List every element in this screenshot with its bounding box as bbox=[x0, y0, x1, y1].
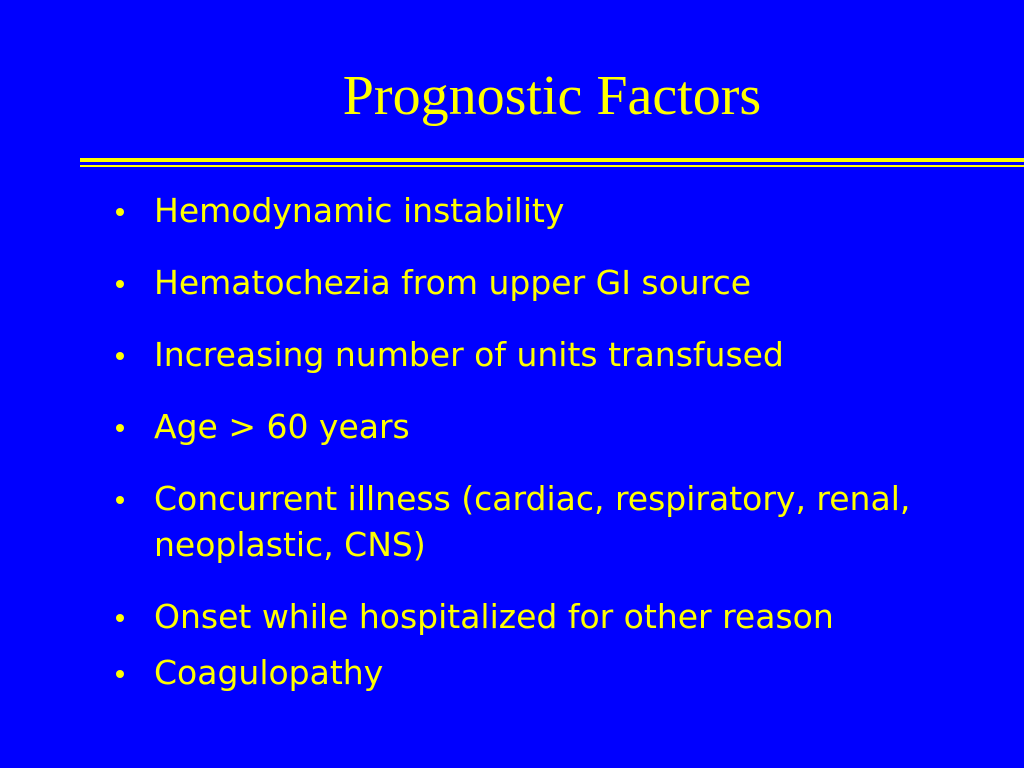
bullet-list bbox=[110, 188, 1010, 722]
bullet-text: Hematochezia from upper GI source bbox=[154, 263, 752, 302]
bullet-text: Age > 60 years bbox=[154, 407, 410, 446]
bullet-dot-icon bbox=[116, 670, 124, 678]
bullet-dot-icon bbox=[116, 614, 124, 622]
bullet-dot-icon bbox=[116, 424, 124, 432]
bullet-text: Hemodynamic instability bbox=[154, 191, 565, 230]
bullet-text: Coagulopathy bbox=[154, 653, 384, 692]
bullet-item bbox=[110, 594, 1010, 640]
bullet-item bbox=[110, 476, 1010, 568]
bullet-item bbox=[110, 650, 1010, 696]
bullet-item bbox=[110, 332, 1010, 378]
bullet-dot-icon bbox=[116, 208, 124, 216]
title-divider-thick bbox=[80, 158, 1024, 162]
bullet-item bbox=[110, 188, 1010, 234]
bullet-dot-icon bbox=[116, 496, 124, 504]
bullet-text: Concurrent illness (cardiac, respiratory, renal, neoplastic, CNS) bbox=[154, 479, 911, 564]
slide-title: Prognostic Factors bbox=[342, 65, 762, 127]
bullet-item bbox=[110, 260, 1010, 306]
bullet-text: Increasing number of units transfused bbox=[154, 335, 784, 374]
bullet-text: Onset while hospitalized for other reason bbox=[154, 597, 834, 636]
bullet-dot-icon bbox=[116, 280, 124, 288]
bullet-dot-icon bbox=[116, 352, 124, 360]
title-divider-thin bbox=[80, 165, 1024, 167]
bullet-item bbox=[110, 404, 1010, 450]
